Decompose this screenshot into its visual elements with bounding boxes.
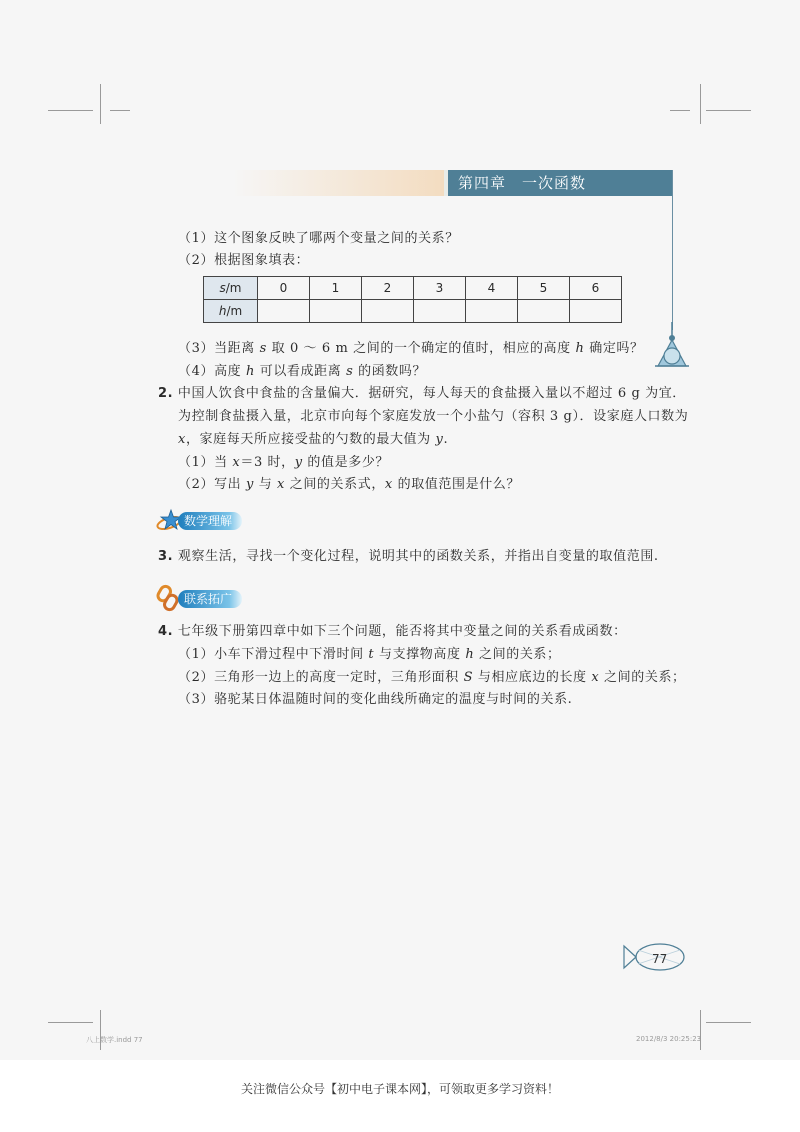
- chapter-title: 第四章 一次函数: [448, 170, 672, 196]
- crop-mark: [48, 1022, 93, 1023]
- header-vertical-rule: [672, 170, 673, 330]
- section-banner-math-understanding: 数学理解: [178, 512, 242, 530]
- q2-line3: x，家庭每天所应接受盐的勺数的最大值为 y.: [178, 432, 449, 447]
- crop-mark: [110, 110, 130, 111]
- crop-mark: [706, 1022, 751, 1023]
- tower-icon: [652, 322, 692, 370]
- table-header-cell: h/m: [204, 300, 258, 323]
- table-cell: 0: [258, 277, 310, 300]
- q2-sub1: （1）当 x＝3 时，y 的值是多少？: [178, 455, 390, 470]
- q4-line: 4. 七年级下册第四章中如下三个问题，能否将其中变量之间的关系看成函数：: [158, 624, 627, 639]
- section-banner-extension: 联系拓广: [178, 590, 242, 608]
- table-cell: 2: [362, 277, 414, 300]
- q1-part4: （4）高度 h 可以看成距离 s 的函数吗？: [178, 364, 427, 379]
- header-gradient: [232, 170, 446, 196]
- page-number: 77: [652, 952, 668, 966]
- q1-part1: （1）这个图象反映了哪两个变量之间的关系？: [178, 231, 459, 246]
- table-cell: [466, 300, 518, 323]
- table-cell: 1: [310, 277, 362, 300]
- q2-line2: 为控制食盐摄入量，北京市向每个家庭发放一个小盐勺（容积 3 g）．设家庭人口数为: [178, 409, 689, 424]
- q1-part3: （3）当距离 s 取 0 ～ 6 m 之间的一个确定的值时，相应的高度 h 确定吗？: [178, 341, 644, 356]
- crop-mark: [706, 110, 751, 111]
- table-cell: [362, 300, 414, 323]
- table-cell: [518, 300, 570, 323]
- crop-mark: [700, 1010, 701, 1050]
- table-cell: [570, 300, 622, 323]
- footer-file-info: 八上数学.indd 77: [86, 1036, 143, 1044]
- table-cell: 5: [518, 277, 570, 300]
- footer-timestamp: 2012/8/3 20:25:23: [636, 1035, 702, 1043]
- crop-mark: [670, 110, 690, 111]
- chain-link-icon: [156, 584, 180, 612]
- q4-sub2: （2）三角形一边上的高度一定时，三角形面积 S 与相应底边的长度 x 之间的关系；: [178, 670, 686, 685]
- table-row: [204, 277, 622, 300]
- table-header-cell: s/m: [204, 277, 258, 300]
- table-cell: [414, 300, 466, 323]
- table-row: [204, 300, 622, 323]
- q2-sub2: （2）写出 y 与 x 之间的关系式，x 的取值范围是什么？: [178, 477, 520, 492]
- q4-sub3: （3）骆驼某日体温随时间的变化曲线所确定的温度与时间的关系.: [178, 692, 573, 707]
- q2-line1: 2. 中国人饮食中食盐的含量偏大．据研究，每人每天的食盐摄入量以不超过 6 g 为宜．: [158, 386, 686, 401]
- crop-mark: [48, 110, 93, 111]
- crop-mark: [700, 84, 701, 124]
- q1-part2: （2）根据图象填表：: [178, 253, 310, 268]
- promo-notice: 关注微信公众号【初中电子课本网】，可领取更多学习资料！: [240, 1082, 559, 1096]
- table-cell: 3: [414, 277, 466, 300]
- table-cell: [258, 300, 310, 323]
- crop-mark: [100, 84, 101, 124]
- table-cell: 4: [466, 277, 518, 300]
- data-table: [203, 276, 622, 323]
- table-cell: 6: [570, 277, 622, 300]
- table-cell: [310, 300, 362, 323]
- q4-sub1: （1）小车下滑过程中下滑时间 t 与支撑物高度 h 之间的关系；: [178, 647, 561, 662]
- q3-line: 3. 观察生活，寻找一个变化过程，说明其中的函数关系，并指出自变量的取值范围.: [158, 549, 659, 564]
